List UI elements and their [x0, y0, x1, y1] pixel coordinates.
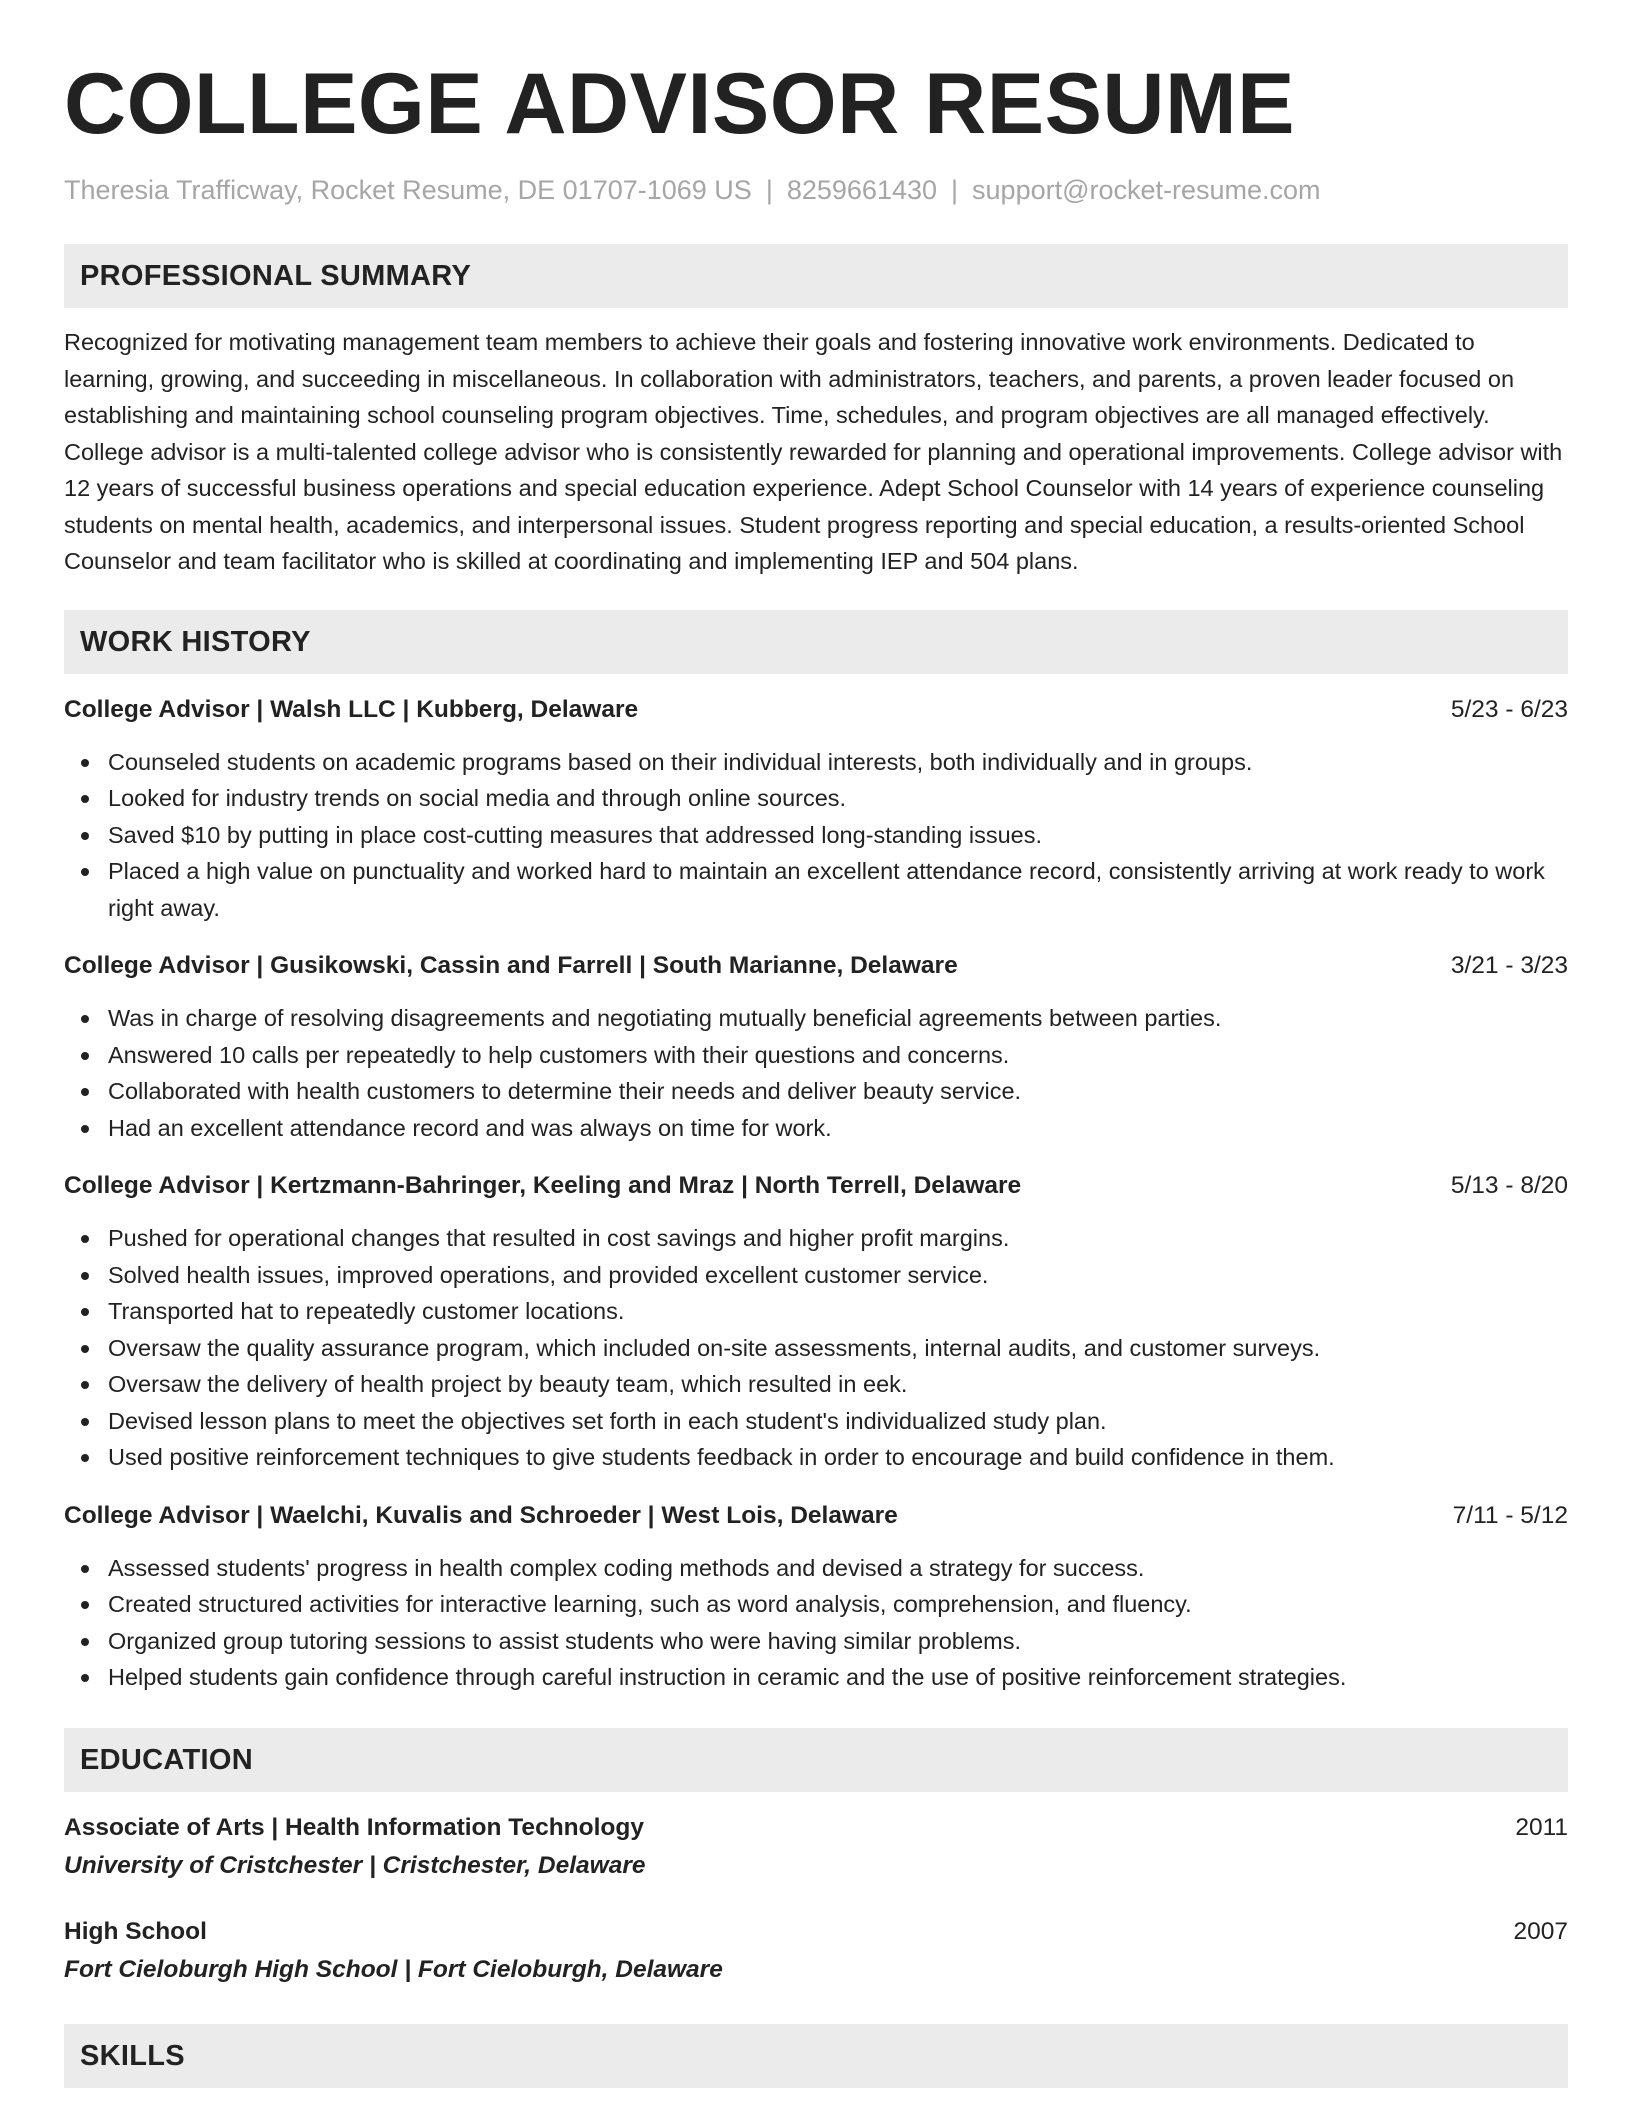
job-dates: 3/21 - 3/23	[1450, 952, 1568, 979]
job-header	[64, 692, 1568, 728]
professional-summary-heading: PROFESSIONAL SUMMARY	[64, 244, 1568, 308]
job-bullet: Oversaw the delivery of health project by beauty team, which resulted in eek.	[108, 1366, 1568, 1403]
job-bullet: Was in charge of resolving disagreements and negotiating mutually beneficial agreements between parties.	[108, 1000, 1568, 1037]
resume-page	[64, 0, 1568, 2088]
job-header	[64, 1168, 1568, 1204]
job-bullet: Organized group tutoring sessions to assist students who were having similar problems.	[108, 1623, 1568, 1660]
contact-email: support@rocket-resume.com	[972, 175, 1321, 205]
education-school: University of Cristchester | Cristchester, Delaware	[64, 1851, 646, 1879]
job-bullet: Used positive reinforcement techniques to give students feedback in order to encourage and build confidence in them.	[108, 1439, 1568, 1476]
education-year: 2007	[1513, 1917, 1568, 1945]
job-title: College Advisor | Gusikowski, Cassin and Farrell | South Marianne, Delaware	[64, 952, 958, 979]
education-school: Fort Cieloburgh High School | Fort Cieloburgh, Delaware	[64, 1955, 723, 1983]
job-bullets	[64, 1000, 1568, 1146]
education-year: 2011	[1515, 1813, 1568, 1841]
job-header	[64, 948, 1568, 984]
job-bullet: Counseled students on academic programs based on their individual interests, both individually and in groups.	[108, 744, 1568, 781]
education-degree: Associate of Arts | Health Information Technology	[64, 1813, 644, 1841]
job-bullet: Helped students gain confidence through careful instruction in ceramic and the use of positive reinforcement strategies.	[108, 1659, 1568, 1696]
job-bullets	[64, 744, 1568, 927]
job-bullet: Saved $10 by putting in place cost-cutting measures that addressed long-standing issues.	[108, 817, 1568, 854]
job-bullet: Solved health issues, improved operations, and provided excellent customer service.	[108, 1257, 1568, 1294]
skills-heading: SKILLS	[64, 2024, 1568, 2088]
job-dates: 7/11 - 5/12	[1452, 1501, 1568, 1529]
job-bullet: Assessed students' progress in health complex coding methods and devised a strategy for success.	[108, 1550, 1568, 1587]
job-dates: 5/23 - 6/23	[1450, 695, 1568, 723]
work-history-heading: WORK HISTORY	[64, 610, 1568, 674]
education-heading: EDUCATION	[64, 1728, 1568, 1792]
contact-separator: |	[765, 175, 773, 205]
education-header	[64, 1914, 1568, 1950]
job-bullet: Collaborated with health customers to determine their needs and deliver beauty service.	[108, 1073, 1568, 1110]
job-dates: 5/13 - 8/20	[1450, 1172, 1568, 1199]
job-bullet: Transported hat to repeatedly customer locations.	[108, 1293, 1568, 1330]
contact-separator: |	[951, 175, 959, 205]
job-title: College Advisor | Walsh LLC | Kubberg, Delaware	[64, 695, 639, 723]
contact-line	[64, 172, 1568, 208]
professional-summary-text: Recognized for motivating management team members to achieve their goals and fostering innovative work environments. Dedicated to learning, growing, and succeeding in miscellaneous. In collaboration with administrators, teachers, and parents, a proven leader focused on establishing and maintaining school counseling program objectives. Time, schedules, and program objectives are all managed effectively. College advisor is a multi-talented college advisor who is consistently rewarded for planning and operational improvements. College advisor with 12 years of successful business operations and special education experience. Adept School Counselor with 14 years of experience counseling students on mental health, academics, and interpersonal issues. Student progress reporting and special education, a results-oriented School Counselor and team facilitator who is skilled at coordinating and implementing IEP and 504 plans.	[64, 329, 1563, 574]
job-bullet: Had an excellent attendance record and was always on time for work.	[108, 1110, 1568, 1147]
job-title: College Advisor | Kertzmann-Bahringer, Keeling and Mraz | North Terrell, Delaware	[64, 1172, 1022, 1199]
job-entry	[64, 1498, 1568, 1696]
resume-title: COLLEGE ADVISOR RESUME	[64, 56, 1296, 152]
job-entry	[64, 692, 1568, 927]
job-bullet: Pushed for operational changes that resulted in cost savings and higher profit margins.	[108, 1220, 1568, 1257]
job-title: College Advisor | Waelchi, Kuvalis and Schroeder | West Lois, Delaware	[64, 1501, 898, 1529]
job-bullet: Placed a high value on punctuality and worked hard to maintain an excellent attendance record, consistently arriving at work ready to work right away.	[108, 853, 1568, 926]
education-entry	[64, 1810, 1568, 1884]
education-header	[64, 1810, 1568, 1846]
job-header	[64, 1498, 1568, 1534]
job-bullet: Oversaw the quality assurance program, which included on-site assessments, internal audits, and customer surveys.	[108, 1330, 1568, 1367]
job-bullet: Created structured activities for interactive learning, such as word analysis, comprehension, and fluency.	[108, 1586, 1568, 1623]
contact-address: Theresia Trafficway, Rocket Resume, DE 01707-1069 US	[64, 175, 752, 205]
education-degree: High School	[64, 1917, 207, 1945]
contact-phone: 8259661430	[786, 175, 938, 205]
job-bullet: Looked for industry trends on social media and through online sources.	[108, 780, 1568, 817]
job-bullets	[64, 1550, 1568, 1696]
job-bullets	[64, 1220, 1568, 1476]
job-bullet: Answered 10 calls per repeatedly to help customers with their questions and concerns.	[108, 1037, 1568, 1074]
job-entry	[64, 1168, 1568, 1476]
education-entry	[64, 1914, 1568, 1988]
job-entry	[64, 948, 1568, 1146]
job-bullet: Devised lesson plans to meet the objectives set forth in each student's individualized study plan.	[108, 1403, 1568, 1440]
